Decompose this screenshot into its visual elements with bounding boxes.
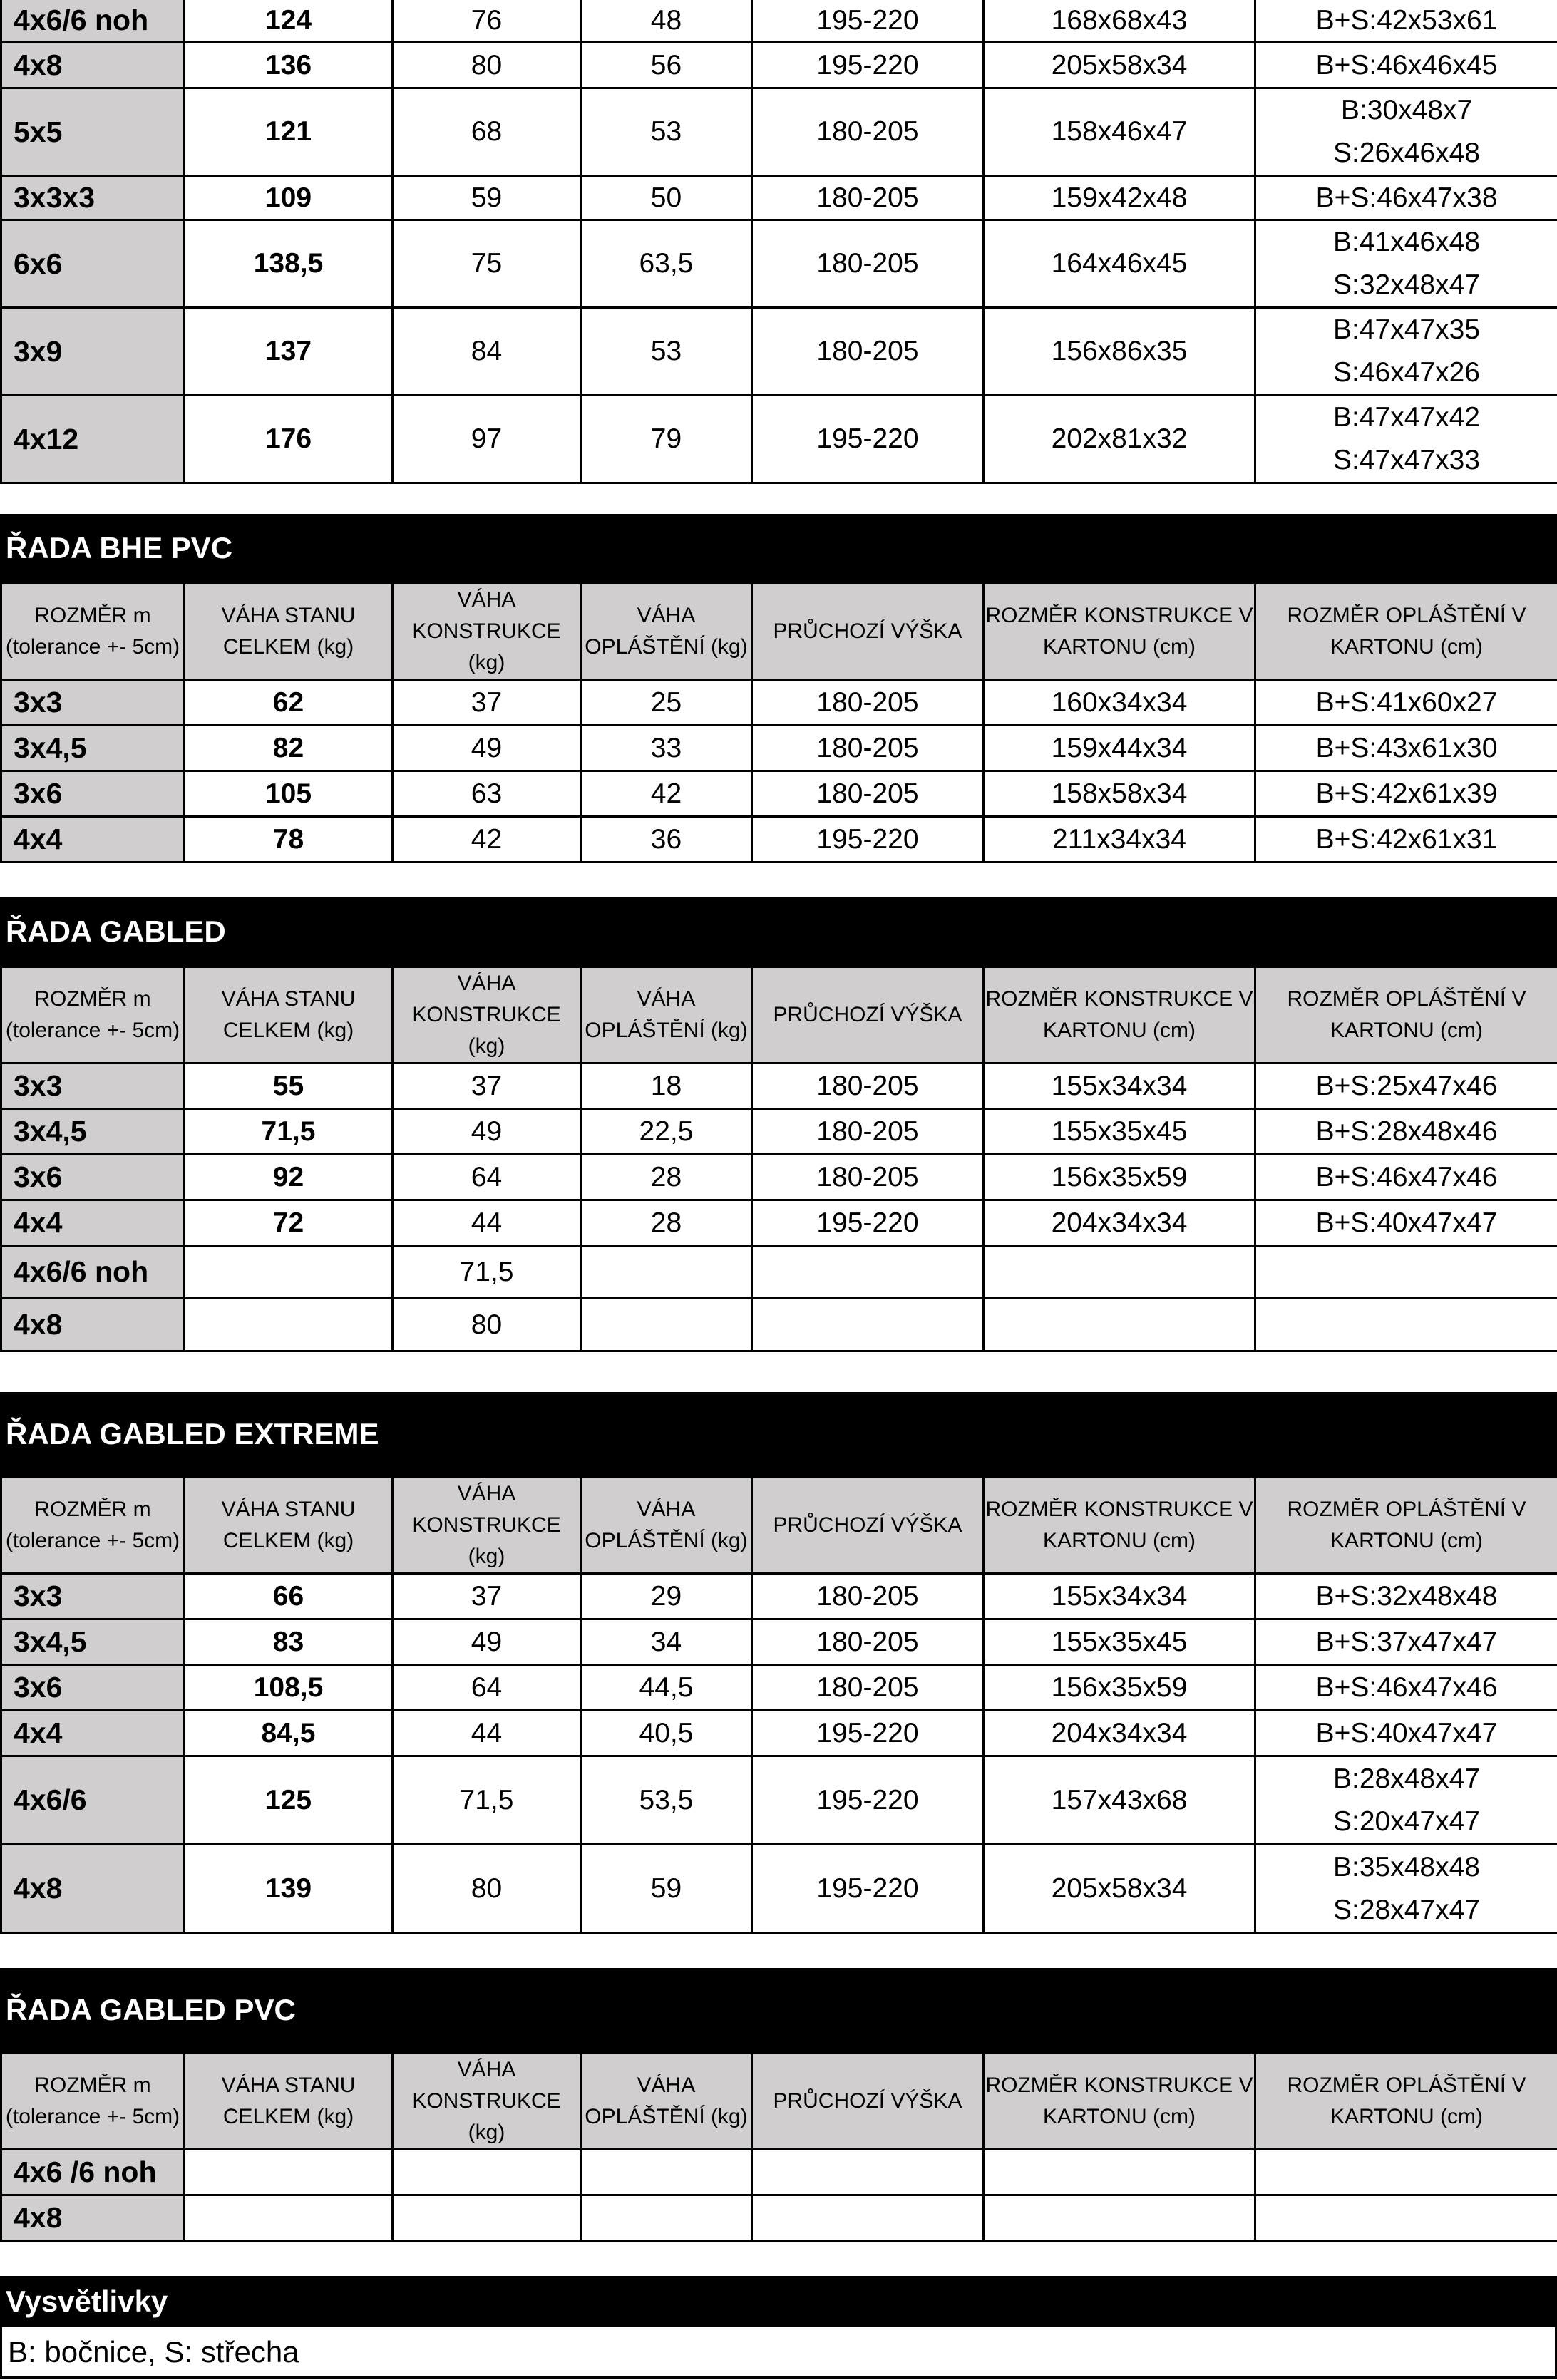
total-weight-cell <box>185 1246 393 1299</box>
box-cover-line: B+S:42x53x61 <box>1315 4 1498 36</box>
column-header: ROZMĚR m (tolerance +- 5cm) <box>1 1478 185 1574</box>
box-cover-line: B:35x48x48 <box>1333 1851 1480 1882</box>
box-construction-cell: 204x34x34 <box>984 1200 1255 1246</box>
box-construction-cell: 155x34x34 <box>984 1574 1255 1619</box>
header-row <box>1 967 1557 1063</box>
clearance-height-cell: 180-205 <box>752 726 984 771</box>
box-construction-cell: 159x44x34 <box>984 726 1255 771</box>
column-header: VÁHA OPLÁŠTĚNÍ (kg) <box>581 2054 752 2150</box>
size-cell: 3x3 <box>1 1574 185 1619</box>
size-cell: 4x6/6 <box>1 1756 185 1845</box>
column-header: VÁHA STANU CELKEM (kg) <box>185 967 393 1063</box>
clearance-height-cell: 180-205 <box>752 308 984 396</box>
table-row <box>1 1711 1557 1756</box>
box-cover-cell <box>1255 680 1557 726</box>
construction-weight-cell: 37 <box>393 680 581 726</box>
box-cover-cell <box>1255 0 1557 43</box>
clearance-height-cell: 180-205 <box>752 1665 984 1711</box>
construction-weight-cell: 80 <box>393 1299 581 1351</box>
size-cell: 6x6 <box>1 220 185 308</box>
table-row <box>1 1299 1557 1351</box>
box-cover-cell <box>1255 43 1557 88</box>
size-cell: 5x5 <box>1 88 185 176</box>
box-construction-cell: 155x34x34 <box>984 1063 1255 1109</box>
clearance-height-cell: 180-205 <box>752 176 984 220</box>
box-construction-cell <box>984 2195 1255 2241</box>
box-cover-cell <box>1255 308 1557 396</box>
box-construction-cell: 204x34x34 <box>984 1711 1255 1756</box>
size-cell: 3x6 <box>1 771 185 817</box>
box-cover-cell <box>1255 817 1557 862</box>
box-cover-line: S:46x47x26 <box>1333 357 1480 388</box>
box-cover-line: S:32x48x47 <box>1333 269 1480 300</box>
box-construction-cell: 157x43x68 <box>984 1756 1255 1845</box>
cover-weight-cell <box>581 1246 752 1299</box>
size-cell: 4x6 /6 noh <box>1 2150 185 2195</box>
clearance-height-cell: 180-205 <box>752 1574 984 1619</box>
total-weight-cell: 125 <box>185 1756 393 1845</box>
table-row <box>1 2195 1557 2241</box>
box-cover-line: B+S:41x60x27 <box>1315 686 1498 718</box>
box-cover-line: S:20x47x47 <box>1333 1805 1480 1837</box>
size-cell: 4x8 <box>1 1299 185 1351</box>
table-row <box>1 1574 1557 1619</box>
column-header: VÁHA KONSTRUKCE (kg) <box>393 967 581 1063</box>
box-construction-cell: 160x34x34 <box>984 680 1255 726</box>
total-weight-cell: 71,5 <box>185 1109 393 1155</box>
cover-weight-cell: 42 <box>581 771 752 817</box>
total-weight-cell: 92 <box>185 1155 393 1200</box>
construction-weight-cell: 63 <box>393 771 581 817</box>
column-header: VÁHA KONSTRUKCE (kg) <box>393 2054 581 2150</box>
section-title: ŘADA BHE PVC <box>0 514 1557 582</box>
construction-weight-cell: 37 <box>393 1574 581 1619</box>
construction-weight-cell: 64 <box>393 1155 581 1200</box>
box-cover-cell <box>1255 1756 1557 1845</box>
table-row <box>1 1200 1557 1246</box>
box-cover-line: B:28x48x47 <box>1333 1763 1480 1794</box>
section-spec-table <box>0 2052 1557 2242</box>
total-weight-cell: 84,5 <box>185 1711 393 1756</box>
clearance-height-cell: 195-220 <box>752 43 984 88</box>
column-header: PRŮCHOZÍ VÝŠKA <box>752 584 984 680</box>
legend-title: Vysvětlivky <box>0 2276 1557 2327</box>
box-construction-cell: 156x86x35 <box>984 308 1255 396</box>
total-weight-cell: 136 <box>185 43 393 88</box>
box-cover-cell <box>1255 1845 1557 1933</box>
clearance-height-cell: 195-220 <box>752 1711 984 1756</box>
table-row <box>1 1756 1557 1845</box>
cover-weight-cell: 25 <box>581 680 752 726</box>
box-construction-cell <box>984 1299 1255 1351</box>
construction-weight-cell: 42 <box>393 817 581 862</box>
column-header: PRŮCHOZÍ VÝŠKA <box>752 967 984 1063</box>
clearance-height-cell: 180-205 <box>752 771 984 817</box>
box-cover-line: S:47x47x33 <box>1333 445 1480 475</box>
box-construction-cell: 158x46x47 <box>984 88 1255 176</box>
construction-weight-cell: 80 <box>393 43 581 88</box>
box-cover-line: B+S:40x47x47 <box>1315 1207 1498 1238</box>
total-weight-cell: 72 <box>185 1200 393 1246</box>
size-cell: 3x6 <box>1 1665 185 1711</box>
total-weight-cell <box>185 1299 393 1351</box>
table-row <box>1 43 1557 88</box>
total-weight-cell: 176 <box>185 396 393 483</box>
size-cell: 4x6/6 noh <box>1 1246 185 1299</box>
clearance-height-cell: 180-205 <box>752 1109 984 1155</box>
construction-weight-cell: 97 <box>393 396 581 483</box>
column-header: VÁHA KONSTRUKCE (kg) <box>393 584 581 680</box>
total-weight-cell: 124 <box>185 0 393 43</box>
column-header: VÁHA STANU CELKEM (kg) <box>185 1478 393 1574</box>
construction-weight-cell: 76 <box>393 0 581 43</box>
column-header: ROZMĚR OPLÁŠTĚNÍ V KARTONU (cm) <box>1255 2054 1557 2150</box>
clearance-height-cell: 180-205 <box>752 88 984 176</box>
construction-weight-cell <box>393 2195 581 2241</box>
box-cover-cell <box>1255 1665 1557 1711</box>
box-cover-cell <box>1255 771 1557 817</box>
section-title: ŘADA GABLED <box>0 897 1557 966</box>
box-cover-cell <box>1255 220 1557 308</box>
table-row <box>1 680 1557 726</box>
cover-weight-cell: 40,5 <box>581 1711 752 1756</box>
box-cover-line: B+S:25x47x46 <box>1315 1070 1498 1101</box>
box-cover-line: B:47x47x35 <box>1333 314 1480 345</box>
cover-weight-cell: 28 <box>581 1200 752 1246</box>
box-construction-cell: 211x34x34 <box>984 817 1255 862</box>
box-construction-cell: 205x58x34 <box>984 43 1255 88</box>
column-header: ROZMĚR OPLÁŠTĚNÍ V KARTONU (cm) <box>1255 967 1557 1063</box>
cover-weight-cell: 22,5 <box>581 1109 752 1155</box>
cover-weight-cell <box>581 1299 752 1351</box>
construction-weight-cell: 44 <box>393 1711 581 1756</box>
size-cell: 3x4,5 <box>1 726 185 771</box>
cover-weight-cell: 53,5 <box>581 1756 752 1845</box>
total-weight-cell: 82 <box>185 726 393 771</box>
box-cover-cell <box>1255 1619 1557 1665</box>
table-row <box>1 2150 1557 2195</box>
construction-weight-cell: 59 <box>393 176 581 220</box>
construction-weight-cell: 49 <box>393 1619 581 1665</box>
table-row <box>1 176 1557 220</box>
column-header: VÁHA OPLÁŠTĚNÍ (kg) <box>581 1478 752 1574</box>
box-cover-line: B+S:28x48x46 <box>1315 1116 1498 1147</box>
box-cover-line: B+S:42x61x31 <box>1315 823 1498 855</box>
size-cell: 4x6/6 noh <box>1 0 185 43</box>
construction-weight-cell: 64 <box>393 1665 581 1711</box>
box-cover-line: B+S:32x48x48 <box>1315 1580 1498 1612</box>
size-cell: 4x4 <box>1 817 185 862</box>
column-header: ROZMĚR KONSTRUKCE V KARTONU (cm) <box>984 2054 1255 2150</box>
table-row <box>1 771 1557 817</box>
cover-weight-cell: 33 <box>581 726 752 771</box>
size-cell: 3x4,5 <box>1 1109 185 1155</box>
total-weight-cell: 121 <box>185 88 393 176</box>
box-cover-line: B+S:37x47x47 <box>1315 1626 1498 1657</box>
size-cell: 3x3x3 <box>1 176 185 220</box>
size-cell: 4x8 <box>1 1845 185 1933</box>
total-weight-cell: 66 <box>185 1574 393 1619</box>
total-weight-cell: 83 <box>185 1619 393 1665</box>
total-weight-cell: 78 <box>185 817 393 862</box>
total-weight-cell: 138,5 <box>185 220 393 308</box>
size-cell: 3x6 <box>1 1155 185 1200</box>
size-cell: 4x8 <box>1 2195 185 2241</box>
cover-weight-cell: 59 <box>581 1845 752 1933</box>
box-construction-cell: 202x81x32 <box>984 396 1255 483</box>
cover-weight-cell: 18 <box>581 1063 752 1109</box>
top-spec-table <box>0 0 1557 484</box>
total-weight-cell: 137 <box>185 308 393 396</box>
table-row <box>1 817 1557 862</box>
box-cover-cell <box>1255 396 1557 483</box>
table-row <box>1 1665 1557 1711</box>
box-cover-line: B+S:46x47x38 <box>1315 182 1498 213</box>
construction-weight-cell: 37 <box>393 1063 581 1109</box>
box-cover-line: B+S:46x46x45 <box>1315 49 1498 81</box>
column-header: PRŮCHOZÍ VÝŠKA <box>752 2054 984 2150</box>
clearance-height-cell: 180-205 <box>752 680 984 726</box>
total-weight-cell <box>185 2195 393 2241</box>
cover-weight-cell: 56 <box>581 43 752 88</box>
column-header: VÁHA KONSTRUKCE (kg) <box>393 1478 581 1574</box>
section-title: ŘADA GABLED PVC <box>0 1968 1557 2052</box>
box-cover-line: B+S:42x61x39 <box>1315 778 1498 809</box>
clearance-height-cell: 180-205 <box>752 1063 984 1109</box>
column-header: ROZMĚR KONSTRUKCE V KARTONU (cm) <box>984 967 1255 1063</box>
column-header: ROZMĚR m (tolerance +- 5cm) <box>1 967 185 1063</box>
column-header: ROZMĚR m (tolerance +- 5cm) <box>1 2054 185 2150</box>
box-construction-cell: 155x35x45 <box>984 1109 1255 1155</box>
clearance-height-cell: 195-220 <box>752 1756 984 1845</box>
size-cell: 3x4,5 <box>1 1619 185 1665</box>
cover-weight-cell: 53 <box>581 308 752 396</box>
cover-weight-cell: 29 <box>581 1574 752 1619</box>
box-cover-cell <box>1255 2195 1557 2241</box>
column-header: ROZMĚR m (tolerance +- 5cm) <box>1 584 185 680</box>
column-header: VÁHA OPLÁŠTĚNÍ (kg) <box>581 584 752 680</box>
clearance-height-cell: 180-205 <box>752 1619 984 1665</box>
construction-weight-cell: 71,5 <box>393 1246 581 1299</box>
construction-weight-cell: 49 <box>393 726 581 771</box>
clearance-height-cell: 195-220 <box>752 817 984 862</box>
box-cover-cell <box>1255 726 1557 771</box>
table-row <box>1 220 1557 308</box>
column-header: ROZMĚR OPLÁŠTĚNÍ V KARTONU (cm) <box>1255 1478 1557 1574</box>
clearance-height-cell: 180-205 <box>752 1155 984 1200</box>
construction-weight-cell: 71,5 <box>393 1756 581 1845</box>
box-construction-cell: 155x35x45 <box>984 1619 1255 1665</box>
column-header: ROZMĚR KONSTRUKCE V KARTONU (cm) <box>984 1478 1255 1574</box>
header-row <box>1 584 1557 680</box>
total-weight-cell <box>185 2150 393 2195</box>
clearance-height-cell <box>752 1246 984 1299</box>
construction-weight-cell: 49 <box>393 1109 581 1155</box>
clearance-height-cell: 180-205 <box>752 220 984 308</box>
table-row <box>1 396 1557 483</box>
column-header: ROZMĚR KONSTRUKCE V KARTONU (cm) <box>984 584 1255 680</box>
table-row <box>1 308 1557 396</box>
section-spec-table <box>0 1476 1557 1934</box>
column-header: VÁHA OPLÁŠTĚNÍ (kg) <box>581 967 752 1063</box>
construction-weight-cell: 75 <box>393 220 581 308</box>
box-construction-cell: 158x58x34 <box>984 771 1255 817</box>
cover-weight-cell: 44,5 <box>581 1665 752 1711</box>
construction-weight-cell: 44 <box>393 1200 581 1246</box>
clearance-height-cell <box>752 1299 984 1351</box>
total-weight-cell: 105 <box>185 771 393 817</box>
table-row <box>1 1109 1557 1155</box>
table-row <box>1 1619 1557 1665</box>
size-cell: 4x4 <box>1 1711 185 1756</box>
box-construction-cell: 164x46x45 <box>984 220 1255 308</box>
box-cover-cell <box>1255 1155 1557 1200</box>
box-cover-cell <box>1255 1574 1557 1619</box>
column-header: VÁHA STANU CELKEM (kg) <box>185 584 393 680</box>
box-cover-line: B+S:46x47x46 <box>1315 1161 1498 1192</box>
box-cover-cell <box>1255 1200 1557 1246</box>
table-row <box>1 726 1557 771</box>
size-cell: 3x3 <box>1 680 185 726</box>
box-construction-cell <box>984 1246 1255 1299</box>
clearance-height-cell: 195-220 <box>752 1845 984 1933</box>
column-header: ROZMĚR OPLÁŠTĚNÍ V KARTONU (cm) <box>1255 584 1557 680</box>
total-weight-cell: 109 <box>185 176 393 220</box>
table-row <box>1 1246 1557 1299</box>
table-row <box>1 1155 1557 1200</box>
cover-weight-cell: 50 <box>581 176 752 220</box>
size-cell: 4x12 <box>1 396 185 483</box>
column-header: PRŮCHOZÍ VÝŠKA <box>752 1478 984 1574</box>
cover-weight-cell: 34 <box>581 1619 752 1665</box>
cover-weight-cell: 28 <box>581 1155 752 1200</box>
construction-weight-cell: 80 <box>393 1845 581 1933</box>
cover-weight-cell: 63,5 <box>581 220 752 308</box>
box-cover-line: B+S:46x47x46 <box>1315 1671 1498 1703</box>
cover-weight-cell: 53 <box>581 88 752 176</box>
header-row <box>1 1478 1557 1574</box>
box-cover-cell <box>1255 1063 1557 1109</box>
total-weight-cell: 62 <box>185 680 393 726</box>
clearance-height-cell: 195-220 <box>752 396 984 483</box>
table-row <box>1 88 1557 176</box>
clearance-height-cell <box>752 2195 984 2241</box>
cover-weight-cell <box>581 2150 752 2195</box>
box-cover-cell <box>1255 1109 1557 1155</box>
legend-text: B: bočnice, S: střecha <box>0 2327 1557 2379</box>
box-construction-cell: 156x35x59 <box>984 1155 1255 1200</box>
section-title: ŘADA GABLED EXTREME <box>0 1392 1557 1476</box>
table-row <box>1 1063 1557 1109</box>
box-cover-cell <box>1255 1299 1557 1351</box>
box-cover-line: S:28x47x47 <box>1333 1894 1480 1925</box>
table-row <box>1 0 1557 43</box>
box-cover-cell <box>1255 1246 1557 1299</box>
box-cover-line: B+S:40x47x47 <box>1315 1717 1498 1748</box>
box-construction-cell: 156x35x59 <box>984 1665 1255 1711</box>
clearance-height-cell: 195-220 <box>752 0 984 43</box>
construction-weight-cell <box>393 2150 581 2195</box>
section-spec-table <box>0 966 1557 1352</box>
box-cover-line: B:30x48x7 <box>1340 95 1473 125</box>
table-row <box>1 1845 1557 1933</box>
column-header: VÁHA STANU CELKEM (kg) <box>185 2054 393 2150</box>
size-cell: 4x4 <box>1 1200 185 1246</box>
total-weight-cell: 139 <box>185 1845 393 1933</box>
box-construction-cell: 159x42x48 <box>984 176 1255 220</box>
size-cell: 3x9 <box>1 308 185 396</box>
cover-weight-cell <box>581 2195 752 2241</box>
section-spec-table <box>0 582 1557 863</box>
clearance-height-cell <box>752 2150 984 2195</box>
cover-weight-cell: 79 <box>581 396 752 483</box>
box-cover-cell <box>1255 2150 1557 2195</box>
box-construction-cell: 168x68x43 <box>984 0 1255 43</box>
cover-weight-cell: 36 <box>581 817 752 862</box>
size-cell: 4x8 <box>1 43 185 88</box>
box-cover-line: S:26x46x48 <box>1333 138 1480 168</box>
box-cover-line: B+S:43x61x30 <box>1315 732 1498 763</box>
box-cover-cell <box>1255 176 1557 220</box>
total-weight-cell: 108,5 <box>185 1665 393 1711</box>
box-cover-line: B:47x47x42 <box>1333 402 1480 433</box>
total-weight-cell: 55 <box>185 1063 393 1109</box>
box-cover-cell <box>1255 88 1557 176</box>
header-row <box>1 2054 1557 2150</box>
construction-weight-cell: 68 <box>393 88 581 176</box>
box-cover-cell <box>1255 1711 1557 1756</box>
size-cell: 3x3 <box>1 1063 185 1109</box>
construction-weight-cell: 84 <box>393 308 581 396</box>
clearance-height-cell: 195-220 <box>752 1200 984 1246</box>
box-cover-line: B:41x46x48 <box>1333 227 1480 257</box>
box-construction-cell: 205x58x34 <box>984 1845 1255 1933</box>
cover-weight-cell: 48 <box>581 0 752 43</box>
box-construction-cell <box>984 2150 1255 2195</box>
